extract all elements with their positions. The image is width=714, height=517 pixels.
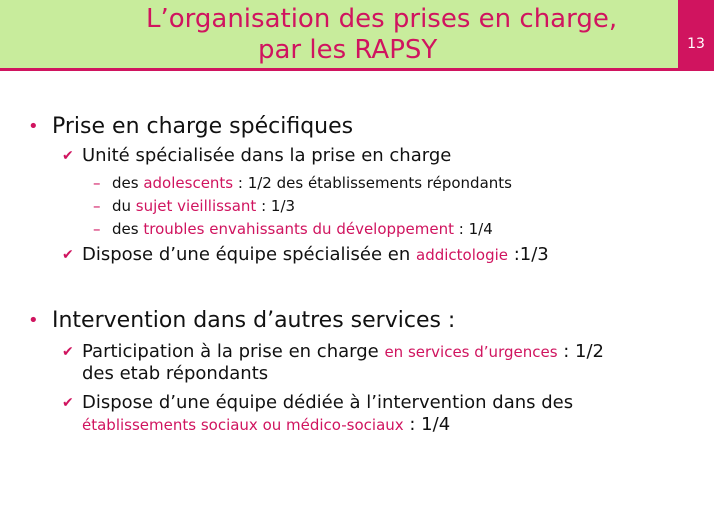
bullet-intervention: Intervention dans d’autres services : <box>52 308 456 333</box>
checkmark-icon: ✔ <box>62 247 74 263</box>
bullet-dot-icon: • <box>28 310 39 331</box>
item-troubles-envahissants: des troubles envahissants du développement : 1/4 <box>112 220 493 238</box>
dash-icon: – <box>93 220 101 238</box>
sub-equipe-dediee-line2: établissements sociaux ou médico-sociaux : 1/4 <box>82 414 451 435</box>
slide-title-line2: par les RAPSY <box>258 35 438 65</box>
sub-unite-specialisee: Unité spécialisée dans la prise en charge <box>82 145 452 166</box>
sub-addictologie: Dispose d’une équipe spécialisée en addictologie :1/3 <box>82 244 549 265</box>
slide-title-line1: L’organisation des prises en charge, <box>146 4 618 34</box>
title-underline <box>0 68 678 71</box>
dash-icon: – <box>93 197 101 215</box>
checkmark-icon: ✔ <box>62 344 74 360</box>
sub-equipe-dediee: Dispose d’une équipe dédiée à l’intervention dans des <box>82 392 574 413</box>
item-sujet-vieillissant: du sujet vieillissant : 1/3 <box>112 197 296 215</box>
page-number: 13 <box>687 36 705 52</box>
sub-urgences: Participation à la prise en charge en services d’urgences : 1/2 <box>82 341 605 362</box>
checkmark-icon: ✔ <box>62 395 74 411</box>
checkmark-icon: ✔ <box>62 148 74 164</box>
sub-urgences-line2: des etab répondants <box>82 363 269 384</box>
item-adolescents: des adolescents : 1/2 des établissements répondants <box>112 174 512 192</box>
dash-icon: – <box>93 174 101 192</box>
bullet-prise-en-charge: Prise en charge spécifiques <box>52 114 354 139</box>
bullet-dot-icon: • <box>28 116 39 137</box>
